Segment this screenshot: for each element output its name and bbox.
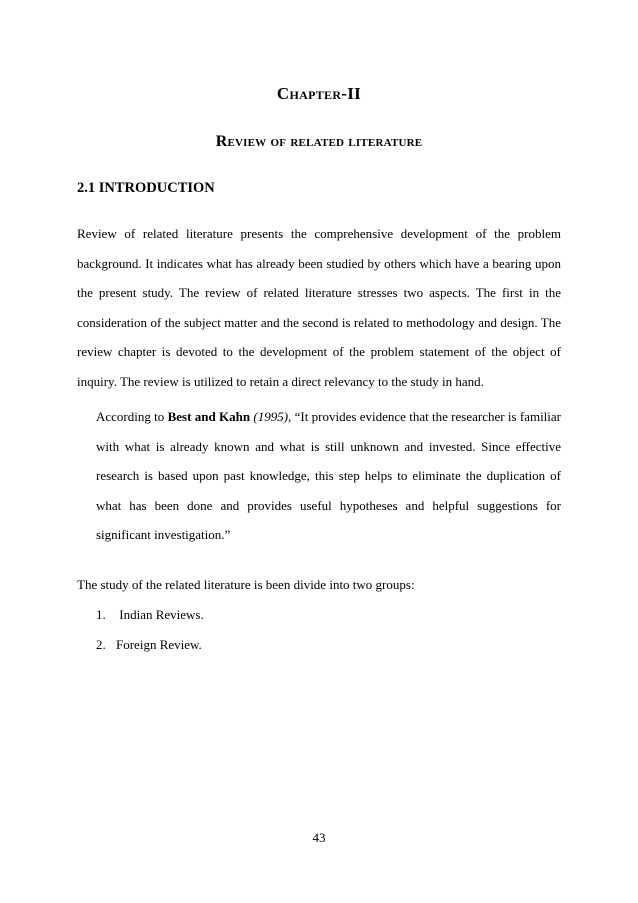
quote-authors: Best and Kahn (167, 409, 251, 424)
list-item (96, 630, 204, 660)
section-heading: 2.1 INTRODUCTION (77, 180, 215, 196)
quote-lead: According to (96, 409, 168, 424)
list-item (96, 600, 204, 630)
list-item-label: Indian Reviews. (116, 607, 204, 622)
groups-paragraph: The study of the related literature is been divide into two groups: (77, 577, 415, 592)
list-item-number: 2. (96, 637, 106, 652)
intro-paragraph: Review of related literature presents the comprehensive development of the problem background. It indicates what has already been studied by others which have a bearing upon the present study. The review of related literature stresses two aspects. The first in the consideration of the subject matter and the second is related to methodology and design. The review chapter is devoted to the development of the problem statement of the object of inquiry. The review is utilized to retain a direct relevancy to the study in hand. (77, 226, 561, 389)
list-item-label: Foreign Review. (116, 637, 202, 652)
quote-paragraph (96, 402, 561, 550)
list-item-number: 1. (96, 607, 106, 622)
quote-year: (1995), (253, 409, 292, 424)
quote-text: “It provides evidence that the researcher is familiar with what is already known and what is still unknown and invested. Since effective research is based upon past knowledge, this step helps to eliminate the duplication of what has been done and provides useful hypotheses and helpful suggestions for significant investigation.” (96, 409, 562, 542)
page-number: 43 (312, 830, 326, 845)
chapter-title: Chapter-II (276, 84, 362, 103)
review-groups-list (96, 600, 204, 660)
chapter-subtitle: Review of related literature (215, 133, 423, 150)
